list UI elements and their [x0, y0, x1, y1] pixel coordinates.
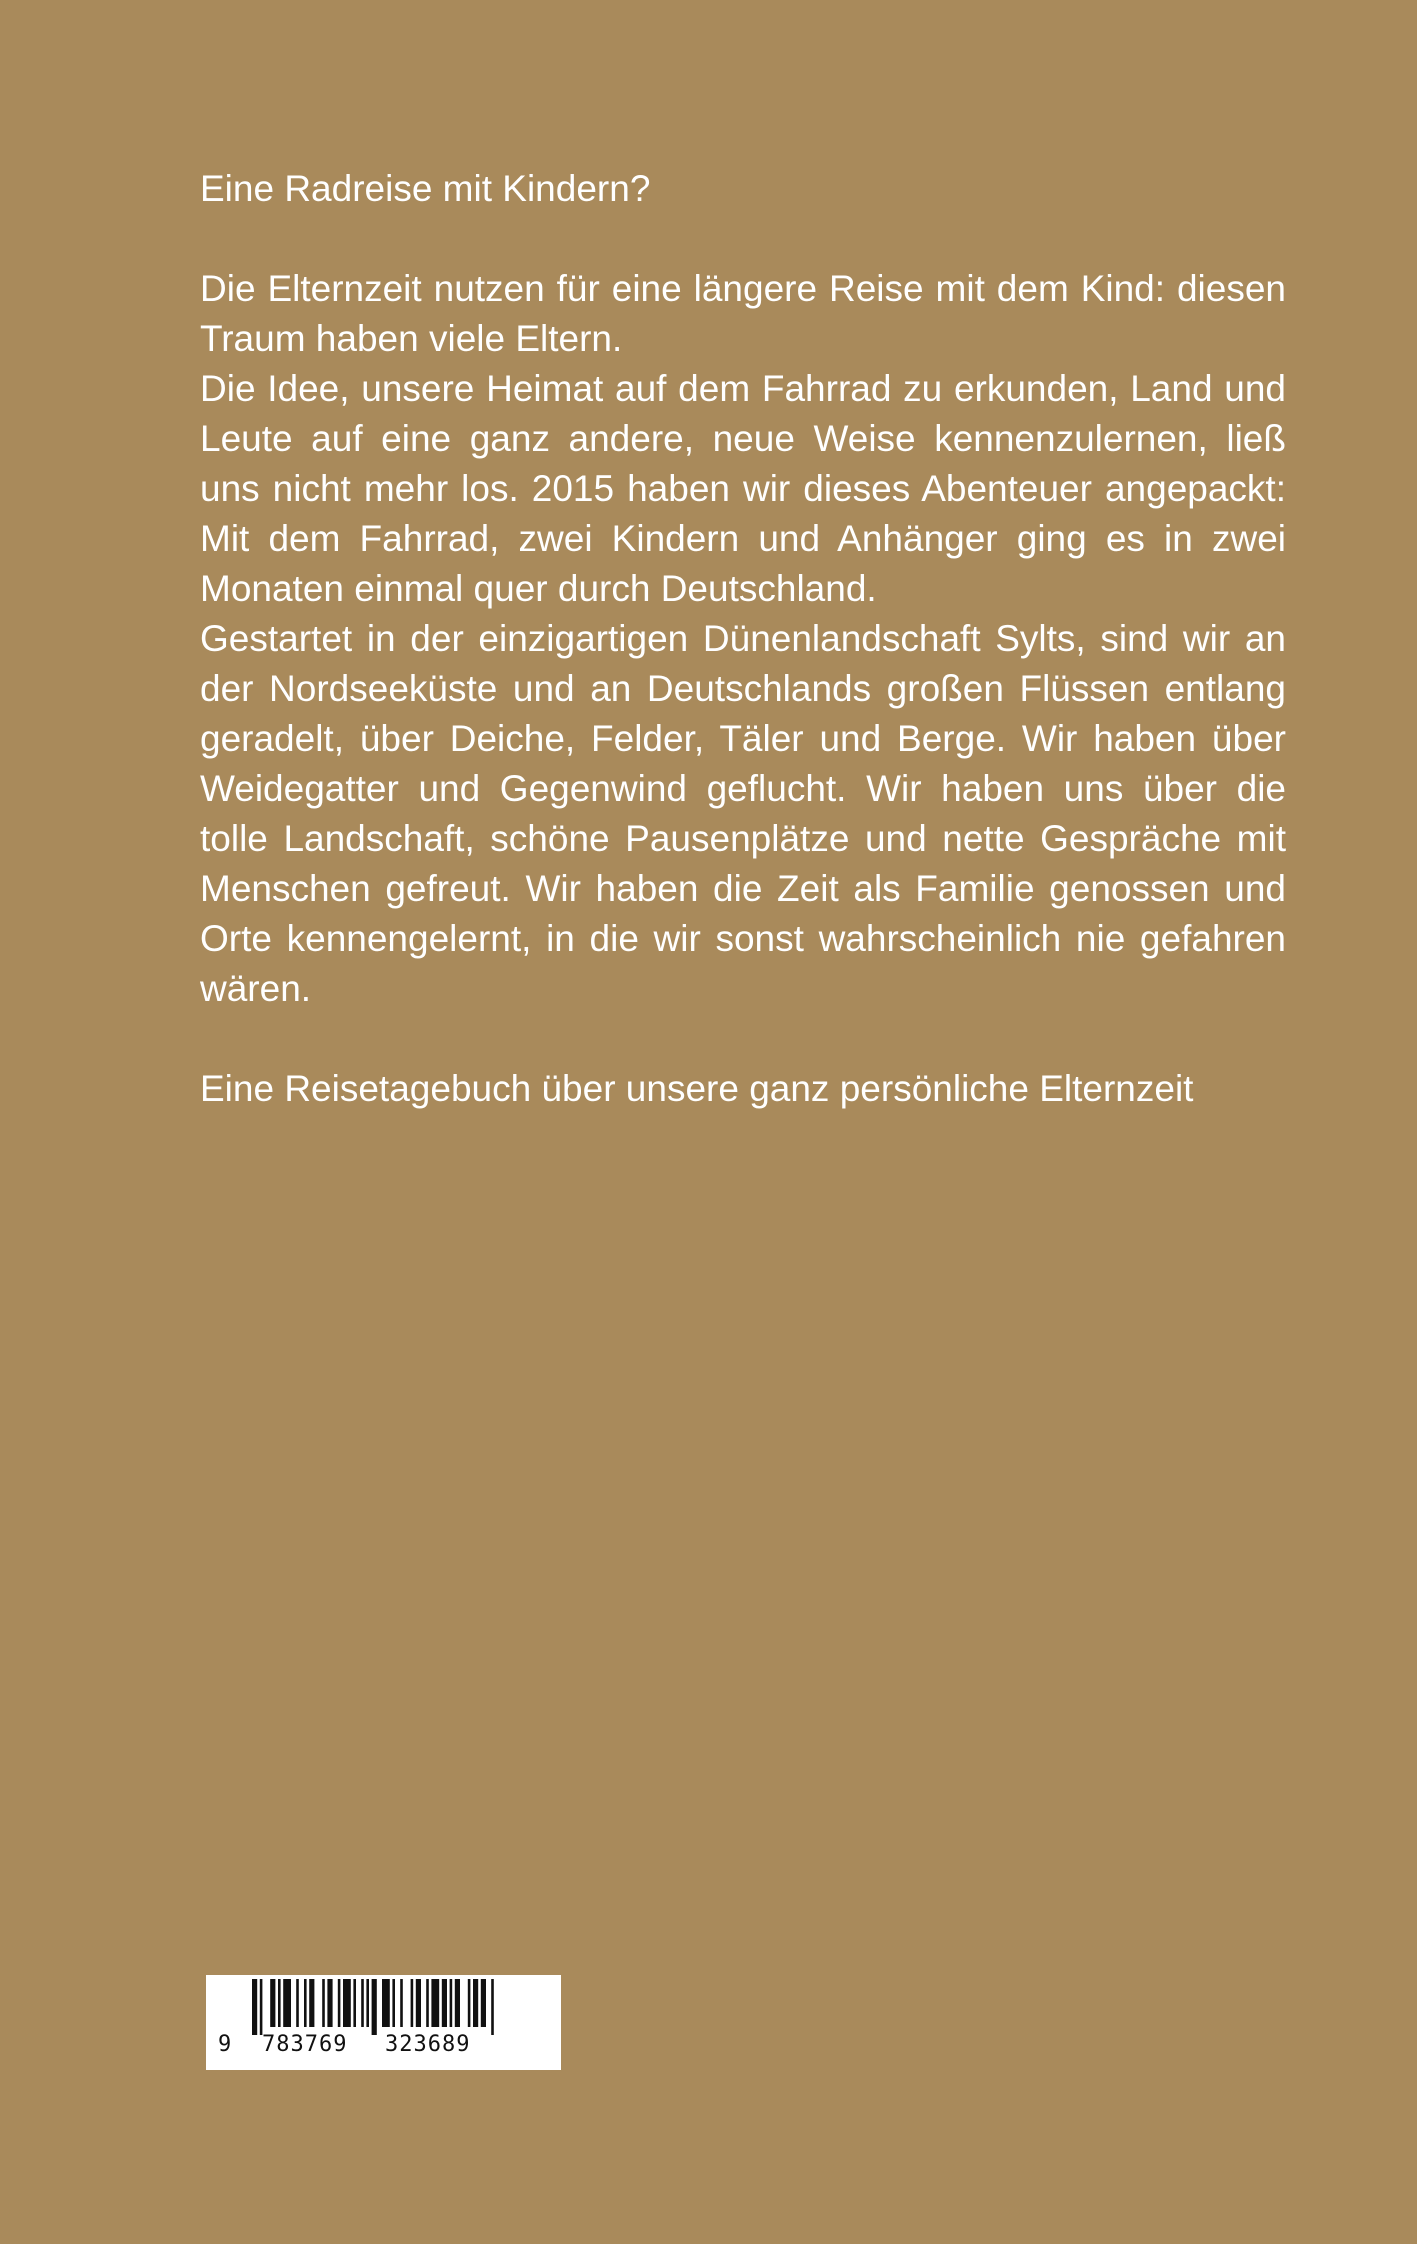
blurb-question: Eine Radreise mit Kindern? — [200, 168, 651, 209]
blurb-tagline: Eine Reisetagebuch über unsere ganz persönliche Elternzeit — [200, 1068, 1194, 1109]
blurb-paragraph-2: Die Idee, unsere Heimat auf dem Fahrrad zu erkunden, Land und Leute auf eine ganz andere, neue Weise kennenzulernen, ließ uns nicht mehr los. 2015 haben wir dieses Abenteuer angepackt: Mit dem Fahrrad, zwei Kindern und Anhänger ging es in zwei Monaten einmal quer durch Deutschland. — [200, 368, 1286, 609]
barcode-bar — [400, 1979, 403, 2027]
barcode-bar — [270, 1979, 275, 2027]
barcode-bar — [411, 1979, 414, 2027]
barcode-bar — [455, 1979, 460, 2027]
barcode-bar — [260, 1979, 263, 2035]
barcode-bar — [304, 1979, 307, 2027]
barcode-bar — [283, 1979, 291, 2027]
barcode-bar — [450, 1979, 453, 2027]
barcode-bar — [366, 1979, 369, 2027]
barcode-bar — [361, 1979, 364, 2027]
barcode-bar — [473, 1979, 478, 2027]
barcode-bar — [372, 1979, 377, 2035]
barcode-bar — [278, 1979, 281, 2027]
barcode-bar — [431, 1979, 439, 2027]
barcode-bar — [382, 1979, 390, 2027]
barcode-bar — [392, 1979, 395, 2027]
back-cover-blurb — [200, 164, 1286, 1114]
isbn-lead-digit: 9 — [218, 2032, 232, 2057]
barcode-bar — [442, 1979, 447, 2027]
isbn-digits-right: 323689 — [385, 2032, 471, 2057]
blurb-paragraph-1: Die Elternzeit nutzen für eine längere Reise mit dem Kind: diesen Traum haben viele Eltern. — [200, 268, 1286, 359]
barcode-bar — [338, 1979, 341, 2027]
barcode-bar — [426, 1979, 429, 2027]
barcode-bars — [252, 1979, 552, 2035]
barcode-bar — [252, 1979, 257, 2035]
barcode-bar — [322, 1979, 325, 2027]
isbn-barcode — [206, 1975, 561, 2070]
barcode-bar — [481, 1979, 486, 2027]
barcode-bar — [491, 1979, 494, 2035]
blurb-paragraph-3: Gestartet in der einzigartigen Dünenlandschaft Sylts, sind wir an der Nordseeküste und an Deutschlands großen Flüssen entlang geradelt, über Deiche, Felder, Täler und Berge. Wir haben über Weidegatter und Gegenwind geflucht. Wir haben uns über die tolle Landschaft, schöne Pausenplätze und nette Gespräche mit Menschen gefreut. Wir haben die Zeit als Familie genossen und Orte kennengelernt, in die wir sonst wahrscheinlich nie gefahren wären. — [200, 618, 1286, 1009]
barcode-bar — [309, 1979, 314, 2027]
barcode-bar — [416, 1979, 421, 2027]
barcode-bar — [296, 1979, 299, 2027]
barcode-bar — [468, 1979, 471, 2027]
barcode-bar — [353, 1979, 356, 2027]
isbn-digits-left: 783769 — [262, 2032, 348, 2057]
barcode-bar — [343, 1979, 351, 2027]
barcode-bar — [327, 1979, 332, 2027]
